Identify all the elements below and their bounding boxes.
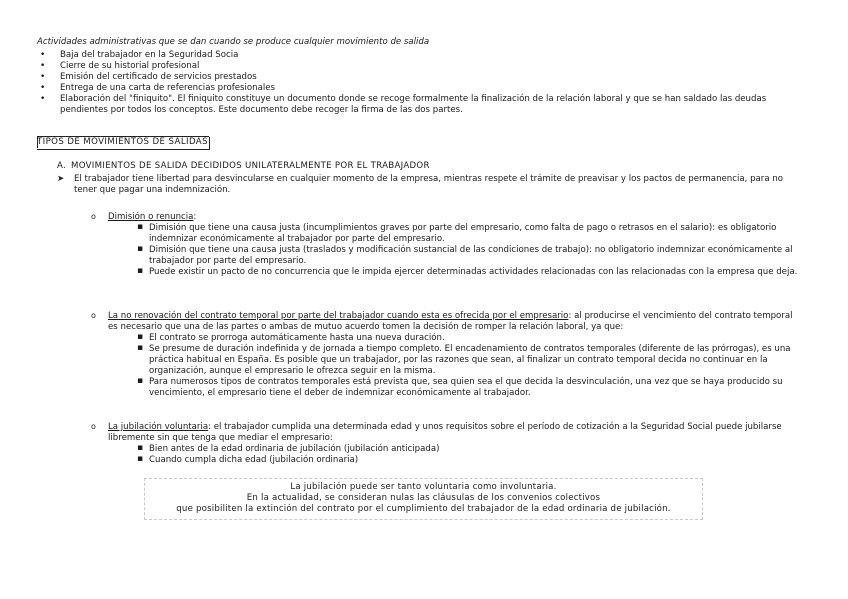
- list-item: ▪ El contrato se prorroga automáticamente hasta una nueva duración.: [137, 333, 801, 344]
- list-item: ▪ Bien antes de la edad ordinaria de jubilación (jubilación anticipada): [137, 444, 801, 455]
- subsection-renovacion: [91, 311, 801, 399]
- dimision-list: [91, 223, 801, 278]
- renovacion-list: [91, 333, 801, 399]
- note-line: La jubilación puede ser tanto voluntaria como involuntaria.: [290, 482, 557, 492]
- list-item: ▪ Dimisión que tiene una causa justa (traslados y modificación sustancial de las condiciones de trabajo): no obligatorio indemnizar económicamente al trabajador por parte del empresario.: [137, 245, 801, 267]
- section-a-heading: [57, 161, 430, 172]
- list-item: • Cierre de su historial profesional: [40, 61, 780, 72]
- arrow-bullet-icon: ➤: [57, 174, 65, 184]
- subsection-title: La no renovación del contrato temporal por parte del trabajador cuando esta es ofrecida por el empresario: [108, 311, 569, 321]
- subsection-title: La jubilación voluntaria: [108, 422, 209, 432]
- circle-bullet-icon: o: [91, 422, 96, 431]
- list-item: ▪ Dimisión que tiene una causa justa (incumplimientos graves por parte del empresario, como falta de pago o retrasos en el salario): es obligatorio indemnizar económicamente al trabajador por parte del empresario.: [137, 223, 801, 245]
- list-item: • Elaboración del "finiquito". El finiquito constituye un documento donde se recoge formalmente la finalización de la relación laboral y que se han saldado las deudas pendientes por todos los conceptos. Este documento debe recoger la firma de las dos partes.: [40, 94, 780, 116]
- circle-bullet-icon: o: [91, 311, 96, 320]
- subsection-text: : el trabajador cumplida una determinada edad y unos requisitos sobre el período de cotización a la Seguridad Social puede jubilarse libremente sin que tenga que mediar el empresario:: [108, 422, 782, 443]
- subsection-text: : al producirse el vencimiento del contrato temporal es necesario que una de las partes o ambas de mutuo acuerdo tomen la decisión de romper la relación laboral, ya que:: [108, 311, 793, 332]
- circle-bullet-icon: o: [91, 212, 96, 221]
- section-a-text: El trabajador tiene libertad para desvincularse en cualquier momento de la empresa, mientras respete el trámite de preavisar y los pactos de permanencia, para no tener que pagar una indemnización.: [74, 174, 784, 195]
- tipos-title: TIPOS DE MOVIMIENTOS DE SALIDAS: [37, 137, 210, 150]
- subsection-dimision: o Dimisión o renuncia: ▪ Dimisión que tiene una causa justa (incumplimientos graves por parte del empresario, como falta de pago o retrasos en el salario): es obligatorio indemnizar económicamente al trabajador por parte del empresario. ▪ Dimisión que tiene una causa justa (traslados y modificación sustancial de las condiciones de trabajo): no obligatorio indemnizar económicamente al trabajador por parte del empresario. ▪ Puede existir un pacto de no concurrencia que le impida ejercer determinadas actividades relacionadas con las relacionadas con la empresa que deja.: [91, 212, 801, 278]
- note-line: que posibiliten la extinción del contrato por el cumplimiento del trabajador de la edad ordinaria de jubilación.: [176, 504, 671, 514]
- intro-title: Actividades administrativas que se dan cuando se produce cualquier movimiento de salida: [37, 37, 430, 47]
- list-item: ▪ Se presume de duración indefinida y de jornada a tiempo completo. El encadenamiento de contratos temporales (diferente de las prórrogas), es una práctica habitual en España. Es posible que un trabajador, por las razones que sean, al finalizar un contrato temporal decida no continuar en la organización, aunque el empresario le ofrezca seguir en la misma.: [137, 344, 801, 377]
- list-item: • Baja del trabajador en la Seguridad Socia: [40, 50, 780, 61]
- section-a-intro: [57, 174, 797, 196]
- section-letter: A.: [57, 161, 67, 171]
- list-item: ▪ Puede existir un pacto de no concurrencia que le impida ejercer determinadas actividades relacionadas con las relacionadas con la empresa que deja.: [137, 267, 801, 278]
- note-line: En la actualidad, se consideran nulas las cláusulas de los convenios colectivos: [246, 493, 601, 503]
- jubilacion-list: [91, 444, 801, 466]
- list-item: ▪ Para numerosos tipos de contratos temporales está prevista que, sea quien sea el que decida la desvinculación, una vez que se haya producido su vencimiento, el empresario tiene el deber de indemnizar económicamente al trabajador.: [137, 377, 801, 399]
- subsection-jubilacion: [91, 422, 801, 466]
- list-item: • Emisión del certificado de servicios prestados: [40, 72, 780, 83]
- subsection-title: Dimisión o renuncia: [108, 212, 194, 222]
- section-title: MOVIMIENTOS DE SALIDA DECIDIDOS UNILATERALMENTE POR EL TRABAJADOR: [71, 161, 430, 171]
- intro-list: [40, 50, 780, 116]
- list-item: ▪ Cuando cumpla dicha edad (jubilación ordinaria): [137, 455, 801, 466]
- list-item: • Entrega de una carta de referencias profesionales: [40, 83, 780, 94]
- note-box: [144, 478, 703, 520]
